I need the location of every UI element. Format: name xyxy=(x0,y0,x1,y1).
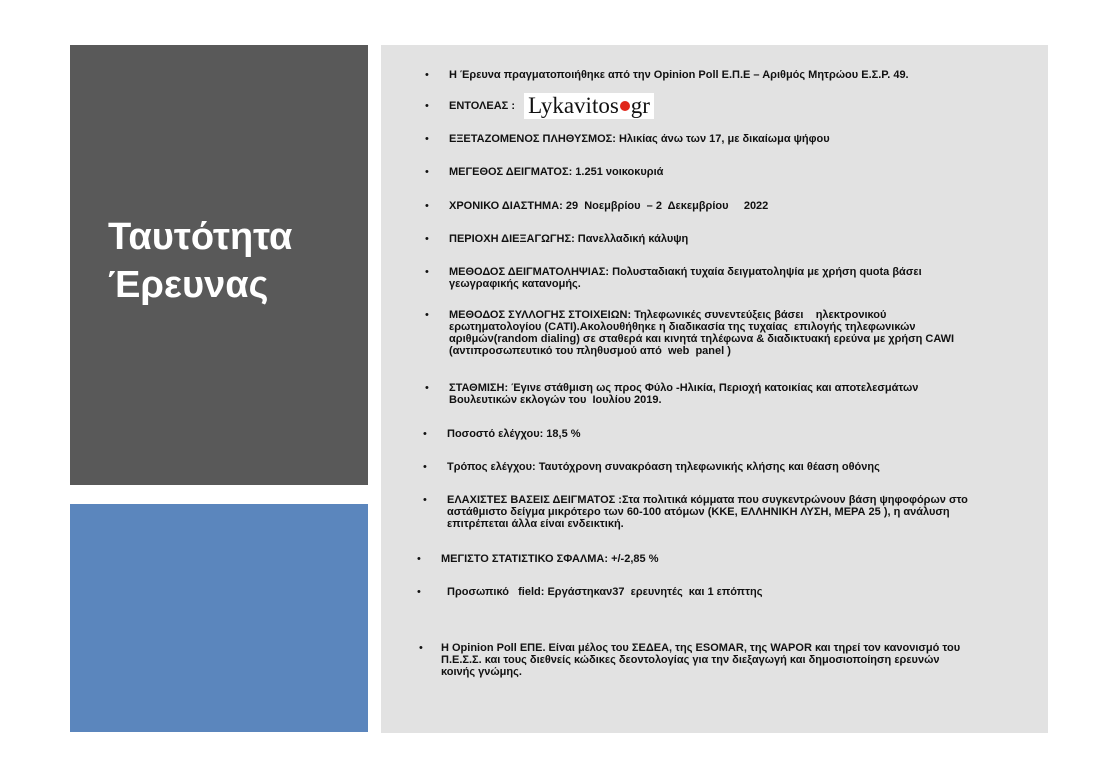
survey-company-item xyxy=(449,69,909,81)
bullet-icon: • xyxy=(423,428,427,440)
minimum-bases-line-2: αστάθμιστο δείγμα μικρότερο των 60-100 ατόμων (ΚΚΕ, ΕΛΛΗΝΙΚΗ ΛΥΣΗ, ΜΕΡΑ 25 ), η ανάλυση xyxy=(447,506,950,518)
blue-accent-panel xyxy=(70,504,368,732)
max-error-line-1: ΜΕΓΙΣΤΟ ΣΤΑΤΙΣΤΙΚΟ ΣΦΑΛΜΑ: +/-2,85 % xyxy=(441,553,659,565)
membership-line-2: Π.Ε.Σ.Σ. και τους διεθνείς κώδικες δεοντολογίας για την διεξαγωγή και δημοσιοποίηση ερευνών xyxy=(441,654,940,666)
sample-size-item xyxy=(449,166,663,178)
sampling-method-item xyxy=(449,266,922,290)
control-method-item xyxy=(447,461,880,473)
minimum-bases-line-3: επιτρέπεται άλλα είναι ενδεικτική. xyxy=(447,518,624,530)
slide-title xyxy=(108,213,292,309)
survey-details-panel xyxy=(381,45,1048,733)
time-period-line-1: ΧΡΟΝΙΚΟ ΔΙΑΣΤΗΜΑ: 29 Νοεμβρίου – 2 Δεκεμβρίου 2022 xyxy=(449,200,769,212)
sampling-method-line-1: ΜΕΘΟΔΟΣ ΔΕΙΓΜΑΤΟΛΗΨΙΑΣ: Πολυσταδιακή τυχαία δειγματοληψία με χρήση quota βάσει xyxy=(449,266,922,278)
sample-size-line-1: ΜΕΓΕΘΟΣ ΔΕΙΓΜΑΤΟΣ: 1.251 νοικοκυριά xyxy=(449,166,664,178)
bullet-icon: • xyxy=(425,133,429,145)
control-rate-item xyxy=(447,428,581,440)
region-line-1: ΠΕΡΙΟΧΗ ΔΙΕΞΑΓΩΓΗΣ: Πανελλαδική κάλυψη xyxy=(449,233,689,245)
weighting-line-1: ΣΤΑΘΜΙΣΗ: Έγινε στάθμιση ως προς Φύλο -Ηλικία, Περιοχή κατοικίας και αποτελεσμάτων xyxy=(449,382,919,394)
control-rate-line-1: Ποσοστό ελέγχου: 18,5 % xyxy=(447,428,581,440)
population-line-1: ΕΞΕΤΑΖΟΜΕΝΟΣ ΠΛΗΘΥΣΜΟΣ: Ηλικίας άνω των 17, με δικαίωμα ψήφου xyxy=(449,133,830,145)
membership-item xyxy=(441,642,960,678)
bullet-icon: • xyxy=(425,100,429,112)
slide-title-line-2: Έρευνας xyxy=(108,264,269,306)
survey-company-line-1: Η Έρευνα πραγματοποιήθηκε από την Opinion Poll Ε.Π.Ε – Αριθμός Μητρώου Ε.Σ.Ρ. 49. xyxy=(449,69,909,81)
weighting-line-2: Βουλευτικών εκλογών του Ιουλίου 2019. xyxy=(449,394,662,406)
data-collection-item xyxy=(449,309,954,357)
logo-text-part-1: Lykavitos xyxy=(528,93,619,119)
field-staff-item xyxy=(447,586,762,598)
bullet-icon: • xyxy=(425,233,429,245)
field-staff-line-1: Προσωπικό field: Εργάστηκαν37 ερευνητές και 1 επόπτης xyxy=(447,586,763,598)
bullet-icon: • xyxy=(425,266,429,278)
population-item xyxy=(449,133,830,145)
slide-title-line-1: Ταυτότητα xyxy=(108,216,293,258)
lykavitos-logo xyxy=(524,93,654,119)
control-method-line-1: Τρόπος ελέγχου: Ταυτόχρονη συνακρόαση τηλεφωνικής κλήσης και θέαση οθόνης xyxy=(447,461,880,473)
bullet-icon: • xyxy=(425,200,429,212)
minimum-bases-line-1: ΕΛΑΧΙΣΤΕΣ ΒΑΣΕΙΣ ΔΕΙΓΜΑΤΟΣ :Στα πολιτικά κόμματα που συγκεντρώνουν βάση ψηφοφόρων στο xyxy=(447,494,968,506)
bullet-icon: • xyxy=(425,309,429,321)
data-collection-line-2: ερωτηματολογίου (CATI).Ακολουθήθηκε η διαδικασία της τυχαίας επιλογής τηλεφωνικών xyxy=(449,321,916,333)
time-period-item xyxy=(449,200,768,212)
bullet-icon: • xyxy=(425,69,429,81)
sampling-method-line-2: γεωγραφικής κατανομής. xyxy=(449,278,581,290)
logo-text-part-2: gr xyxy=(630,93,650,119)
bullet-icon: • xyxy=(419,642,423,654)
bullet-icon: • xyxy=(417,553,421,565)
client-item xyxy=(449,93,654,119)
minimum-bases-item xyxy=(447,494,968,530)
bullet-icon: • xyxy=(423,461,427,473)
title-panel xyxy=(70,45,368,485)
bullet-icon: • xyxy=(425,382,429,394)
data-collection-line-3: αριθμών(random dialing) σε σταθερά και κινητά τηλέφωνα & διαδικτυακή ερεύνα με χρήση CAWI xyxy=(449,333,955,345)
membership-line-1: Η Opinion Poll ΕΠΕ. Είναι μέλος του ΣΕΔΕΑ, της ESOMAR, της WAPOR και τηρεί τον κανονισμό του xyxy=(441,642,961,654)
weighting-item xyxy=(449,382,918,406)
logo-red-dot-icon xyxy=(620,101,630,111)
bullet-icon: • xyxy=(425,166,429,178)
bullet-icon: • xyxy=(417,586,421,598)
membership-line-3: κοινής γνώμης. xyxy=(441,666,522,678)
data-collection-line-1: ΜΕΘΟΔΟΣ ΣΥΛΛΟΓΗΣ ΣΤΟΙΧΕΙΩΝ: Τηλεφωνικές συνεντεύξεις βάσει ηλεκτρονικού xyxy=(449,309,887,321)
bullet-icon: • xyxy=(423,494,427,506)
client-label: ΕΝΤΟΛΕΑΣ : xyxy=(449,100,515,112)
data-collection-line-4: (αντιπροσωπευτικό του πληθυσμού από web panel ) xyxy=(449,345,731,357)
max-error-item xyxy=(441,553,658,565)
region-item xyxy=(449,233,688,245)
